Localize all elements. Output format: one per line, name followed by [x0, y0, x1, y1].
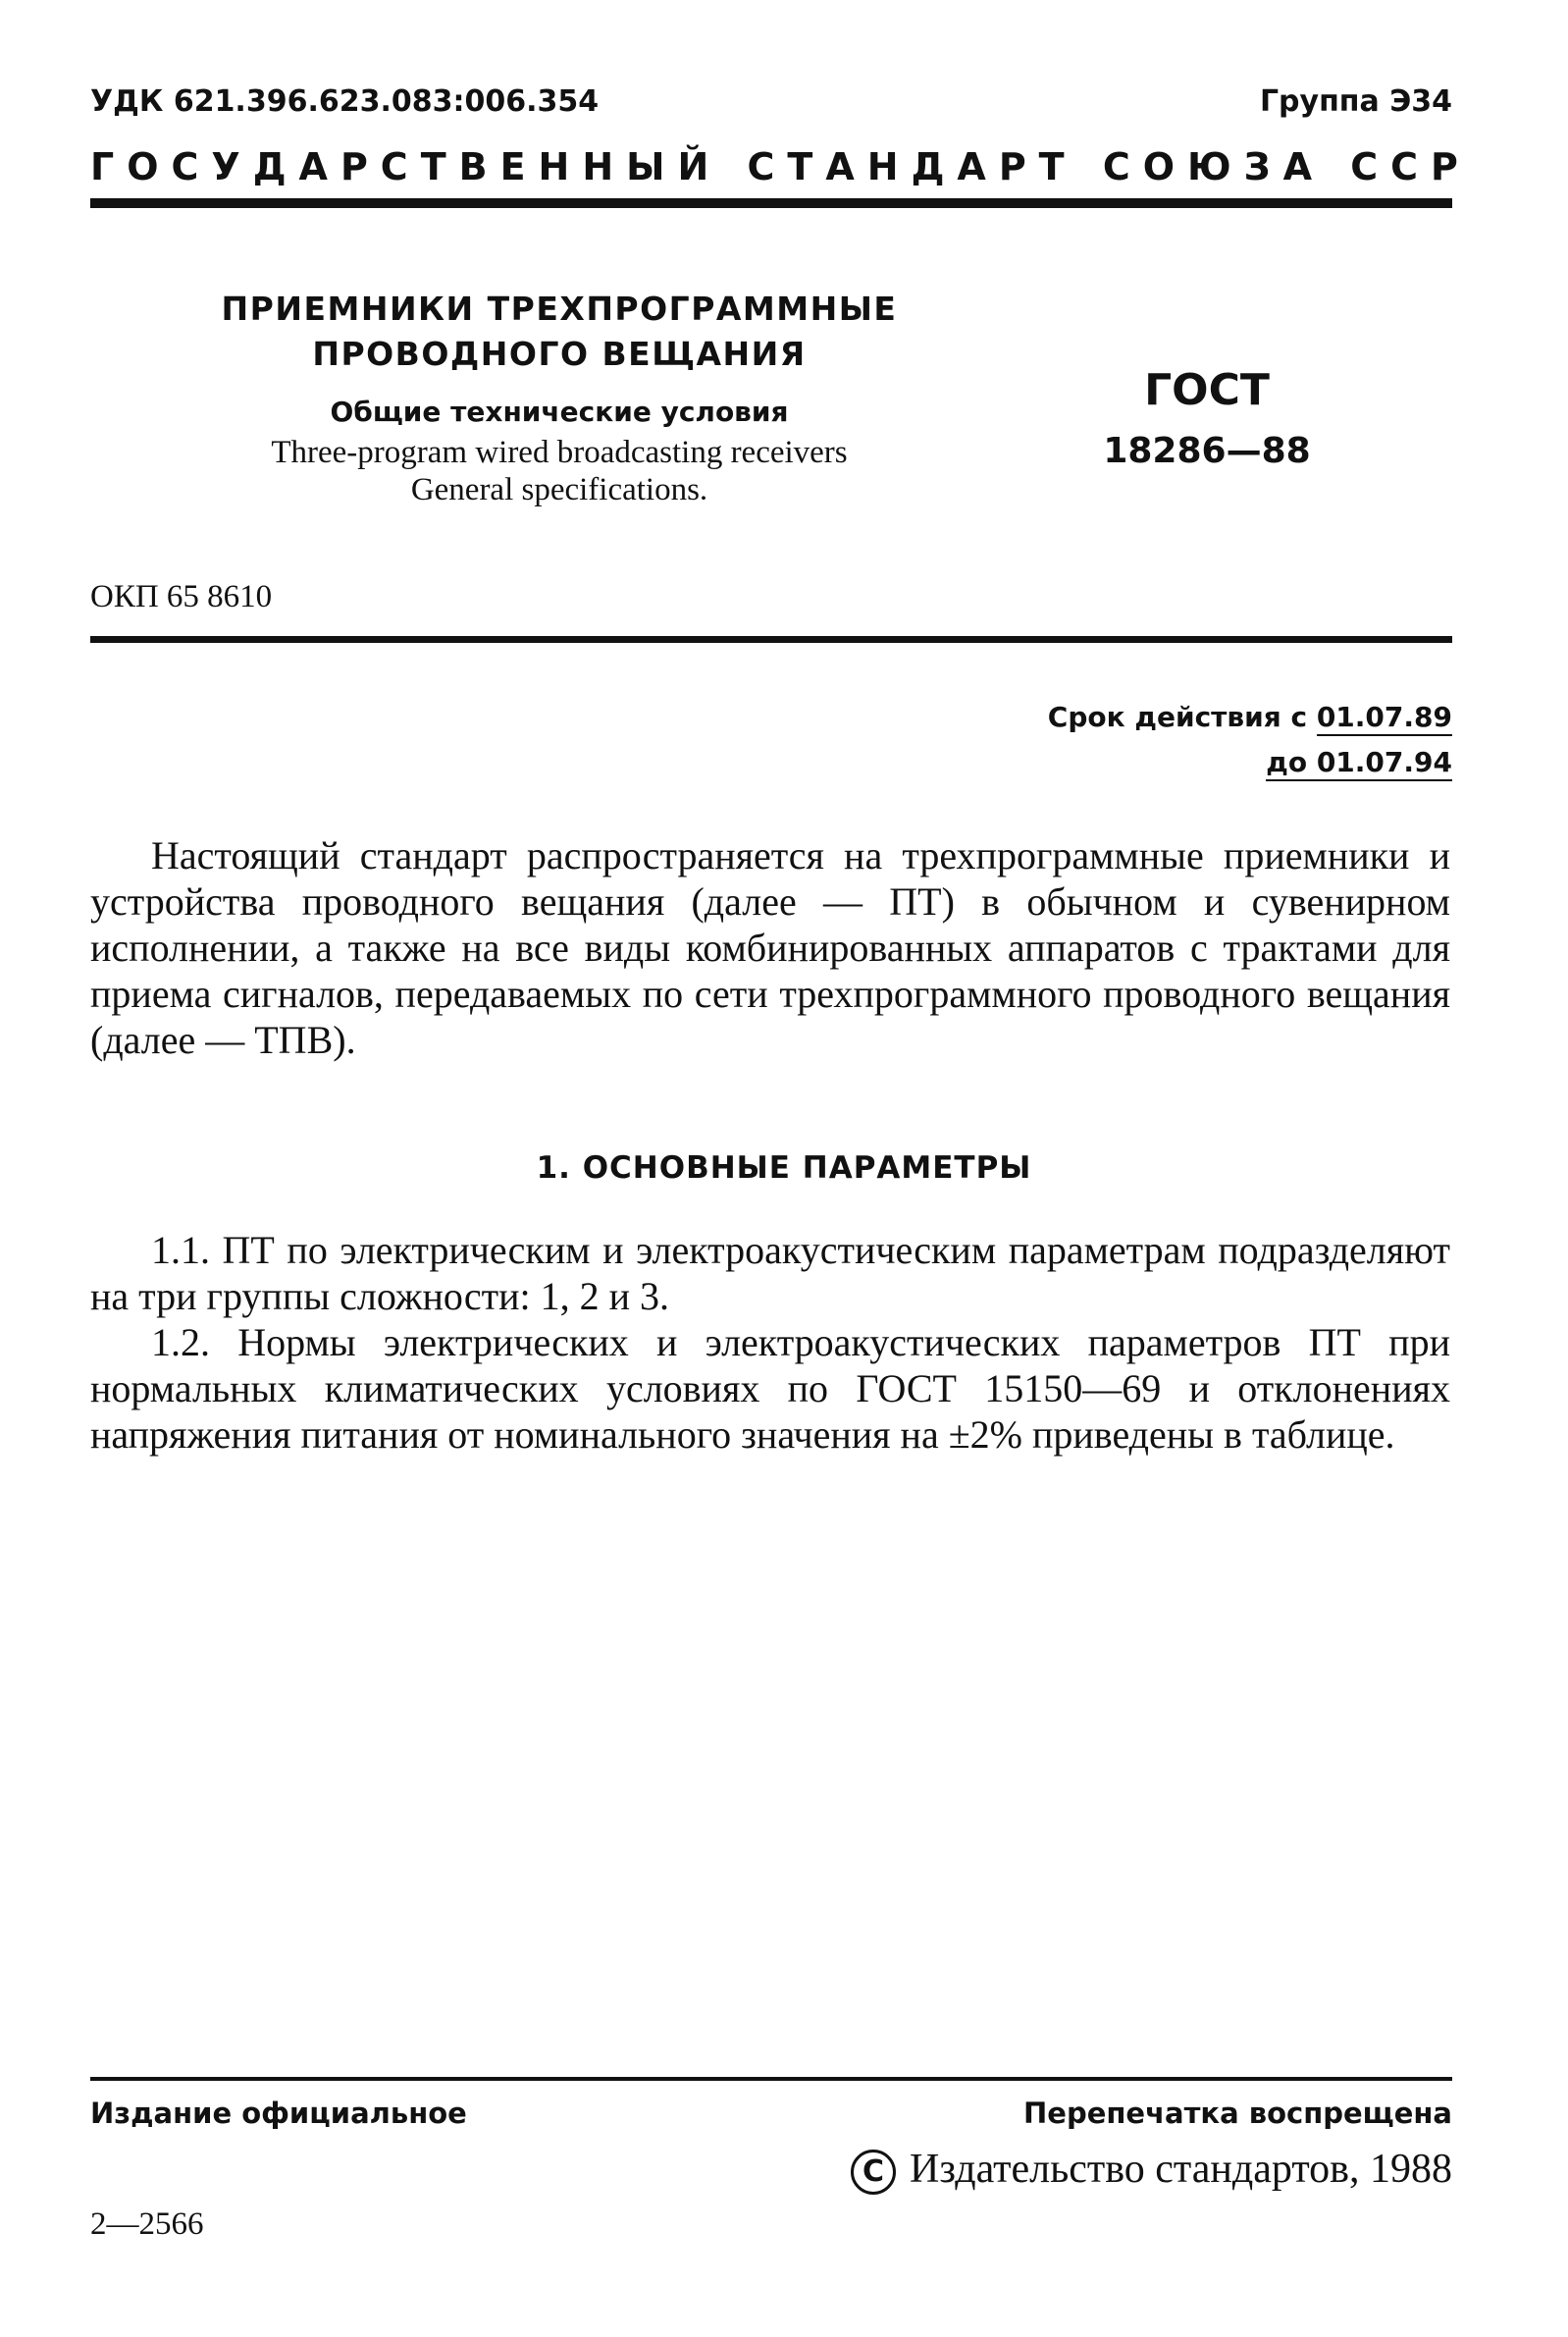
publisher-line [851, 2146, 1452, 2195]
okp-thick-rule [90, 636, 1452, 643]
validity-to-line [1048, 740, 1452, 785]
title-line-2: ПРОВОДНОГО ВЕЩАНИЯ [312, 335, 807, 373]
reprint-prohibited: Перепечатка воспрещена [1023, 2097, 1452, 2130]
intro-paragraph: Настоящий стандарт распространяется на трехпрограммные приемники и устройства проводного вещания (далее — ПТ) в обычном и сувенирном исполнении, а также на все виды комбинированных аппаратов с трактами для приема сигналов, передаваемых по сети трехпрограммного проводного вещания (далее — ТПВ). [90, 833, 1450, 1062]
validity-period [1048, 695, 1452, 785]
footer-rule [90, 2077, 1452, 2081]
validity-to-date: 01.07.94 [1317, 746, 1452, 781]
header-thick-rule [90, 198, 1452, 208]
group-code: Группа Э34 [1259, 84, 1452, 119]
validity-label: Срок действия [1047, 701, 1281, 733]
subtitle-english-line-1: Three-program wired broadcasting receivers [271, 435, 848, 470]
validity-to-prefix: до [1266, 746, 1307, 781]
official-edition: Издание официальное [90, 2097, 467, 2130]
print-code: 2—2566 [90, 2206, 204, 2242]
clause-1-2: 1.2. Нормы электрических и электроакустических параметров ПТ при нормальных климатических условиях по ГОСТ 15150—69 и отклонениях напряжения питания от номинального значения на ±2% приведены в таблице. [90, 1320, 1450, 1457]
okp-code: ОКП 65 8610 [90, 579, 273, 614]
clause-1-1: 1.1. ПТ по электрическим и электроакустическим параметрам подразделяют на три группы сложности: 1, 2 и 3. [90, 1228, 1450, 1318]
section-clauses [90, 1227, 1450, 1458]
gost-designation [1099, 361, 1315, 483]
validity-from-date: 01.07.89 [1317, 701, 1452, 736]
subtitle-english-line-2: General specifications. [410, 472, 708, 507]
intro-text [90, 832, 1450, 1063]
subtitle-russian: Общие технические условия [330, 396, 789, 428]
title-line-1: ПРИЕМНИКИ ТРЕХПРОГРАММНЫЕ [221, 290, 898, 328]
gost-number: 18286—88 [1103, 431, 1311, 471]
validity-from-prefix: с [1290, 701, 1308, 733]
state-standard-heading: ГОСУДАРСТВЕННЫЙ СТАНДАРТ СОЮЗА ССР [90, 145, 1471, 188]
copyright-icon: C [851, 2150, 896, 2195]
gost-label: ГОСТ [1144, 365, 1270, 415]
publisher-name: Издательство стандартов, 1988 [910, 2147, 1452, 2192]
section-title: 1. ОСНОВНЫЕ ПАРАМЕТРЫ [536, 1150, 1032, 1186]
title-block [177, 287, 942, 508]
validity-from-line [1048, 695, 1452, 740]
udk-code: УДК 621.396.623.083:006.354 [90, 84, 600, 119]
